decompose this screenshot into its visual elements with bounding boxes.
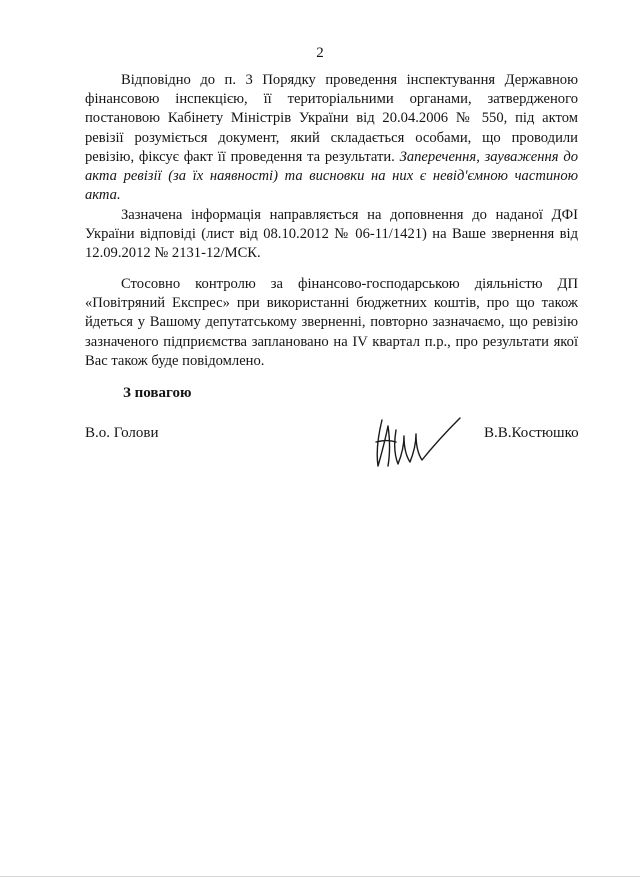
signatory-title: В.о. Голови bbox=[85, 425, 159, 441]
signatory-name: В.В.Костюшко bbox=[484, 425, 579, 441]
page-edge-divider bbox=[0, 876, 640, 877]
paragraph-3 bbox=[85, 275, 578, 371]
closing-phrase: З повагою bbox=[123, 385, 192, 401]
page-number: 2 bbox=[316, 45, 324, 61]
paragraph-2-text: Зазначена інформація направляється на доповнення до наданої ДФІ України відповіді (лист від 08.10.2012 № 06-11/1421) на Ваше звернення від 12.09.2012 № 2131-12/МСК. bbox=[85, 207, 578, 262]
paragraph-1-text: Відповідно до п. 3 Порядку проведення інспектування Державною фінансовою інспекцією, її територіальними органами, затвердженого постановою Кабінету Міністрів України від 20.04.2006 № 550, під актом ревізії розуміється документ, який складається особами, що проводили ревізію, фіксує факт її проведення та результати. bbox=[85, 72, 578, 165]
paragraph-1 bbox=[85, 71, 578, 205]
handwritten-signature bbox=[368, 406, 478, 476]
paragraph-2 bbox=[85, 206, 578, 264]
paragraph-3-text: Стосовно контролю за фінансово-господарською діяльністю ДП «Повітряний Експрес» при використанні бюджетних коштів, про що також йдеться у Вашому депутатському зверненні, повторно зазначаємо, що ревізію зазначеного підприємства заплановано на IV квартал п.р., про результати якої Вас також буде повідомлено. bbox=[85, 276, 578, 369]
paragraph-1-italic-text: Заперечення, зауваження до акта ревізії (за їх наявності) та висновки на них є невід'ємною частиною акта. bbox=[85, 148, 578, 204]
